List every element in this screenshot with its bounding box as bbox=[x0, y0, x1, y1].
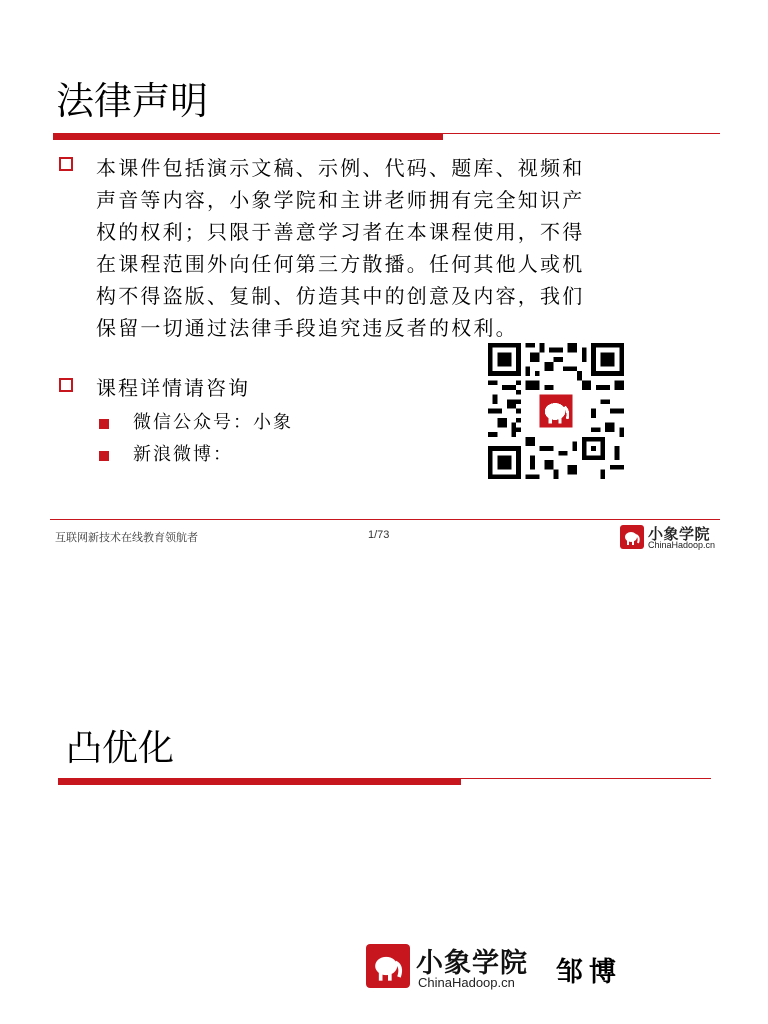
logo-english-name: ChinaHadoop.cn bbox=[418, 975, 515, 990]
legal-paragraph bbox=[96, 152, 716, 344]
elephant-logo-icon bbox=[620, 525, 644, 549]
paragraph-line: 保留一切通过法律手段追究违反者的权利。 bbox=[96, 316, 518, 340]
title-rule-thin bbox=[443, 133, 720, 134]
chinahadoop-logo-large bbox=[366, 944, 546, 994]
title-rule-thin bbox=[461, 778, 711, 779]
chinahadoop-logo-small bbox=[620, 524, 720, 552]
elephant-logo-icon bbox=[366, 944, 410, 988]
qr-code-icon bbox=[488, 343, 624, 479]
paragraph-line: 本课件包括演示文稿、示例、代码、题库、视频和 bbox=[96, 156, 585, 180]
footer-rule bbox=[50, 519, 720, 520]
filled-square-bullet-icon bbox=[99, 419, 109, 429]
logo-english-name: ChinaHadoop.cn bbox=[648, 540, 716, 550]
square-bullet-icon bbox=[59, 378, 73, 392]
slide2-title: 凸优化 bbox=[66, 728, 175, 769]
contact-wechat: 微信公众号：小象 bbox=[133, 412, 293, 433]
consult-heading: 课程详情请咨询 bbox=[96, 376, 250, 400]
paragraph-line: 声音等内容，小象学院和主讲老师拥有完全知识产 bbox=[96, 188, 585, 212]
paragraph-line: 构不得盗版、复制、仿造其中的创意及内容，我们 bbox=[96, 284, 585, 308]
contact-weibo: 新浪微博： bbox=[133, 444, 233, 465]
footer-slogan: 互联网新技术在线教育领航者 bbox=[55, 532, 198, 544]
paragraph-line: 权的权利；只限于善意学习者在本课程使用，不得 bbox=[96, 220, 585, 244]
filled-square-bullet-icon bbox=[99, 451, 109, 461]
title-rule-thick bbox=[53, 133, 443, 140]
square-bullet-icon bbox=[59, 157, 73, 171]
logo-chinese-name: 小象学院 bbox=[648, 525, 711, 543]
title-rule-thick bbox=[58, 778, 461, 785]
logo-chinese-name: 小象学院 bbox=[416, 948, 528, 979]
paragraph-line: 在课程范围外向任何第三方散播。任何其他人或机 bbox=[96, 252, 585, 276]
page-number: 1/73 bbox=[368, 529, 390, 541]
author-name: 邹博 bbox=[556, 957, 622, 988]
slide1-title: 法律声明 bbox=[56, 79, 209, 123]
